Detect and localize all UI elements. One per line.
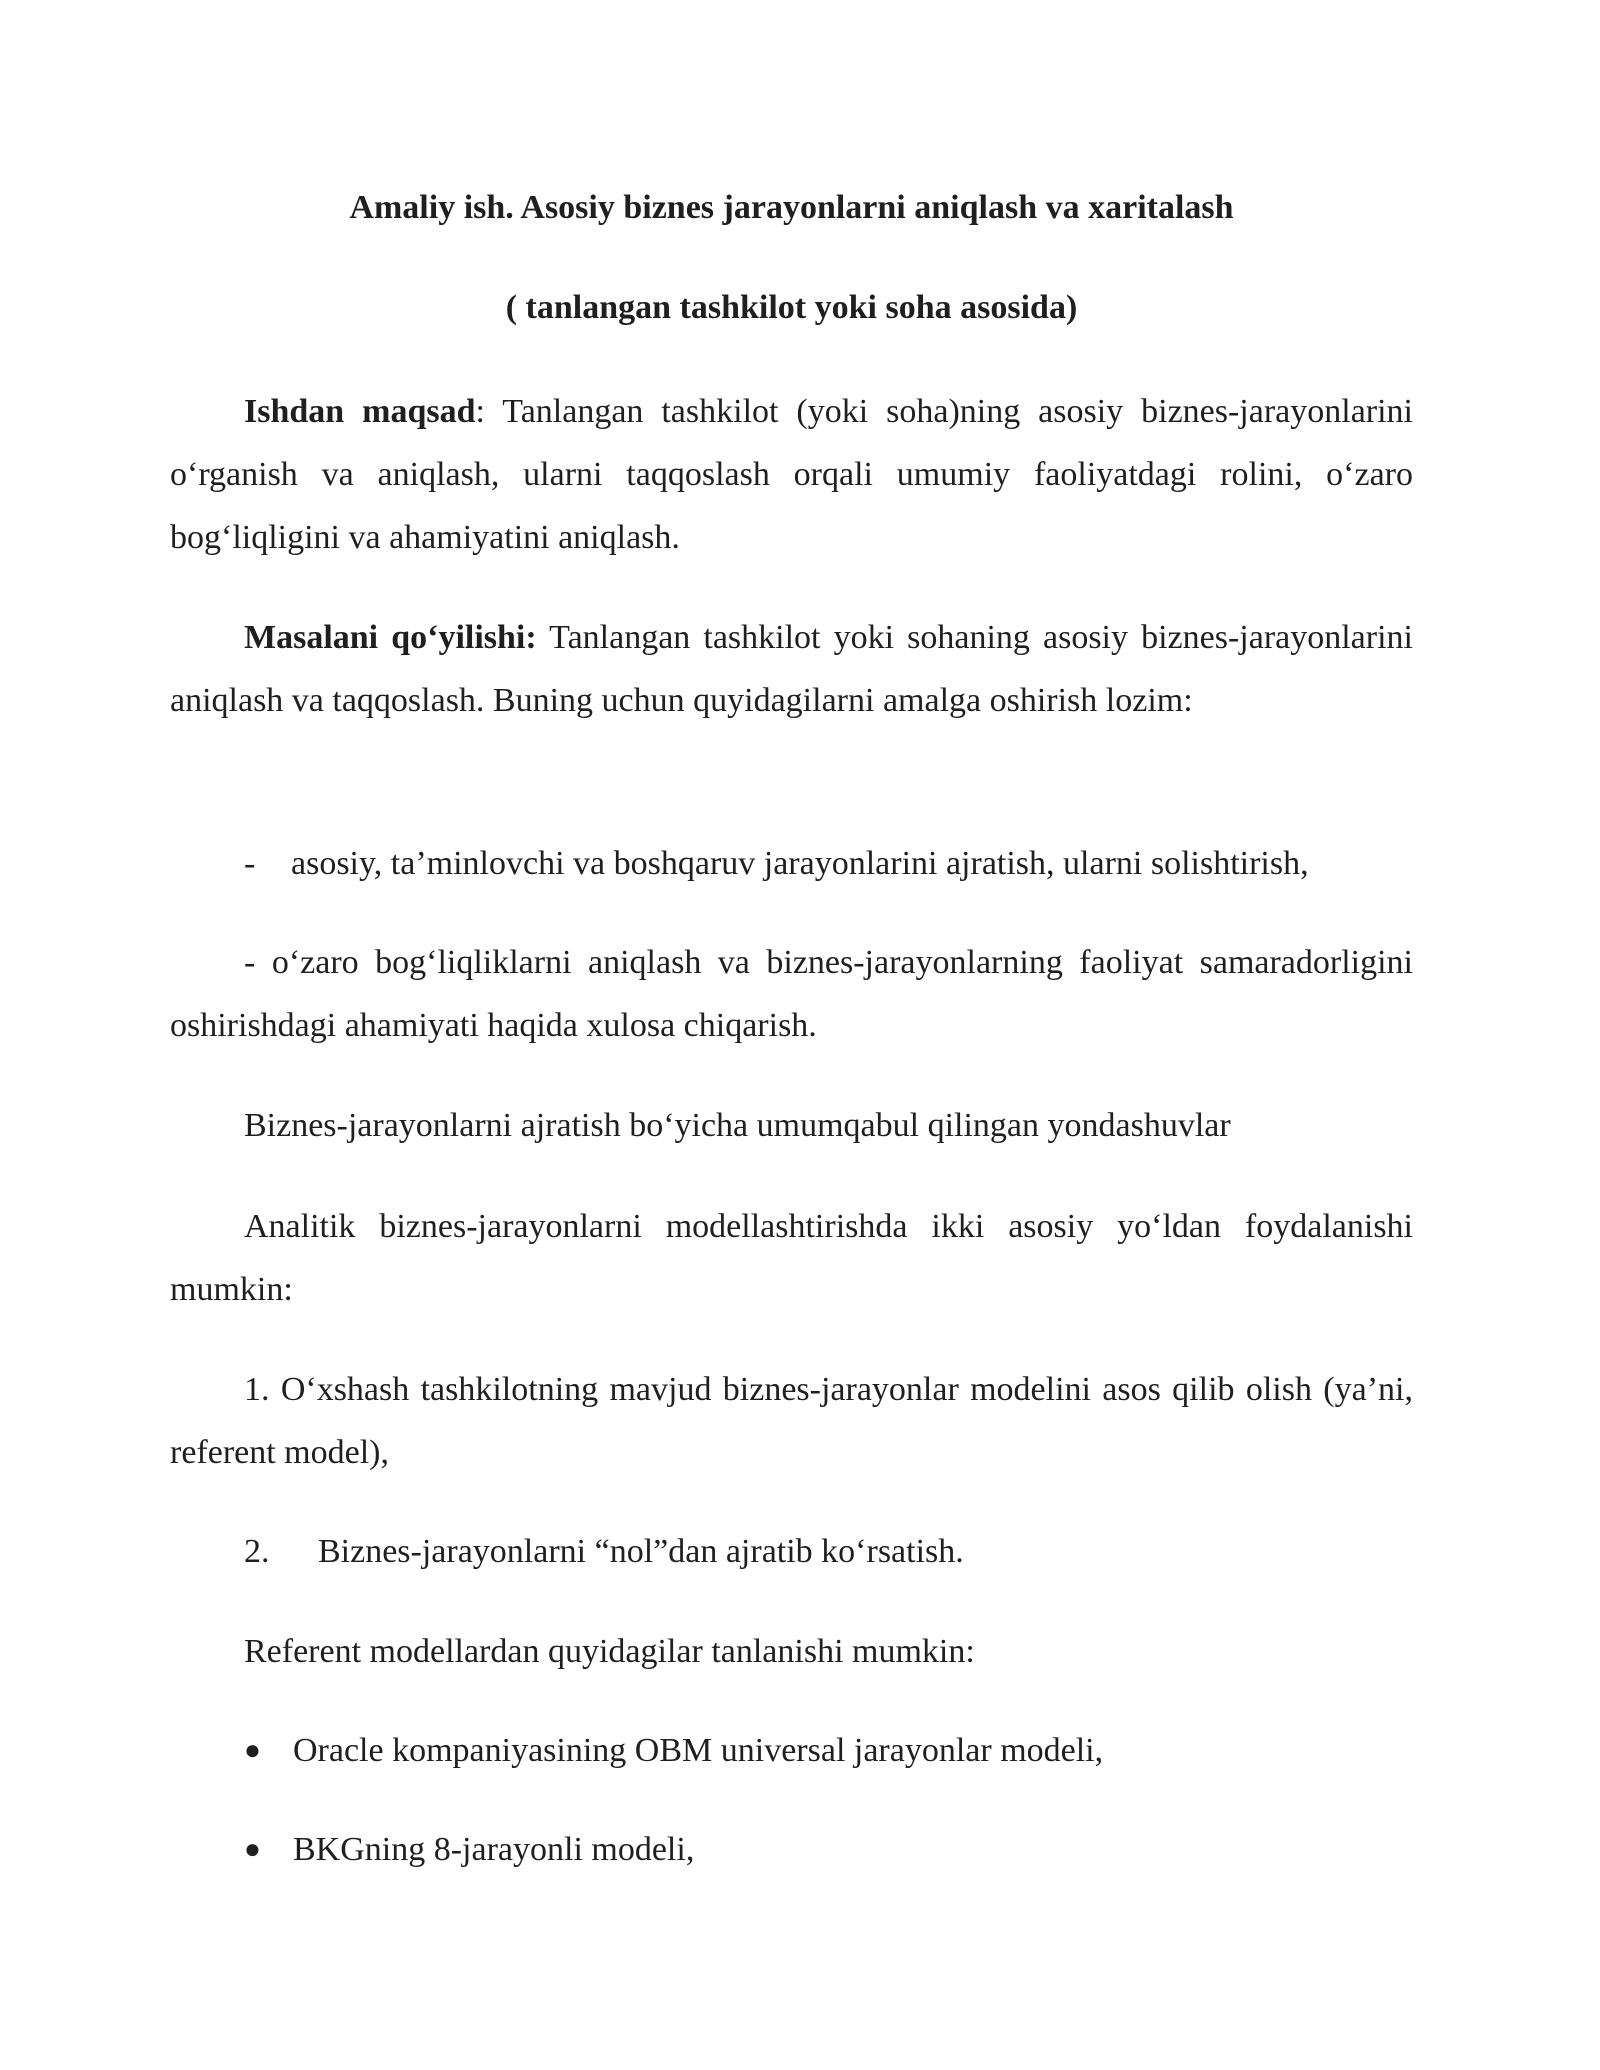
numbered-item — [170, 1358, 1413, 1484]
numbered-item — [244, 1532, 964, 1572]
dash-item — [170, 931, 1413, 1057]
approaches-intro: Analitik biznes-jarayonlarni modellashtirishda ikki asosiy yo‘ldan foydalanishi mumkin: — [170, 1208, 1413, 1308]
bullet-item-text: BKGning 8-jarayonli modeli, — [293, 1831, 695, 1868]
goal-paragraph — [170, 380, 1413, 569]
document-subtitle: ( tanlangan tashkilot yoki soha asosida) — [505, 289, 1078, 326]
task-label: Masalani qo‘yilishi: — [244, 619, 537, 656]
task-text: Tanlangan tashkilot yoki sohaning asosiy biznes-jarayonlarini aniqlash va taqqoslash. Buning uchun quyidagilarni amalga oshirish lozim: — [170, 619, 1413, 719]
document-title: Amaliy ish. Asosiy biznes jarayonlarni aniqlash va xaritalash — [349, 189, 1234, 226]
bullet-item — [244, 1830, 694, 1870]
numbered-item-text: O‘xshash tashkilotning mavjud biznes-jarayonlar modelini asos qilib olish (ya’ni, referent model), — [170, 1371, 1413, 1471]
goal-label: Ishdan maqsad — [244, 393, 476, 430]
dash-marker: - — [244, 944, 256, 981]
bullet-item-text: Oracle kompaniyasining OBM universal jarayonlar modeli, — [293, 1732, 1104, 1769]
number-marker: 2. — [244, 1533, 270, 1570]
approaches-heading: Biznes-jarayonlarni ajratish bo‘yicha umumqabul qilingan yondashuvlar — [244, 1107, 1231, 1144]
dash-marker: - — [244, 845, 256, 882]
number-marker: 1. — [244, 1371, 270, 1408]
task-paragraph — [170, 606, 1413, 732]
dash-item-text: asosiy, ta’minlovchi va boshqaruv jarayonlarini ajratish, ularni solishtirish, — [291, 845, 1309, 882]
referent-intro: Referent modellardan quyidagilar tanlanishi mumkin: — [244, 1633, 975, 1670]
bullet-item — [244, 1731, 1103, 1771]
goal-text: : Tanlangan tashkilot (yoki soha)ning asosiy biznes-jarayonlarini o‘rganish va aniqlash, ularni taqqoslash orqali umumiy faoliyatdagi rolini, o‘zaro bog‘liqligini va ahamiyatini aniqlash. — [170, 393, 1414, 556]
bullet-icon: ● — [244, 1735, 261, 1766]
dash-item-text: o‘zaro bog‘liqliklarni aniqlash va biznes-jarayonlarning faoliyat samaradorligini oshirishdagi ahamiyati haqida xulosa chiqarish. — [170, 944, 1414, 1044]
bullet-icon: ● — [244, 1834, 261, 1865]
numbered-item-text: Biznes-jarayonlarni “nol”dan ajratib ko‘rsatish. — [318, 1533, 964, 1570]
dash-item — [244, 844, 1309, 884]
